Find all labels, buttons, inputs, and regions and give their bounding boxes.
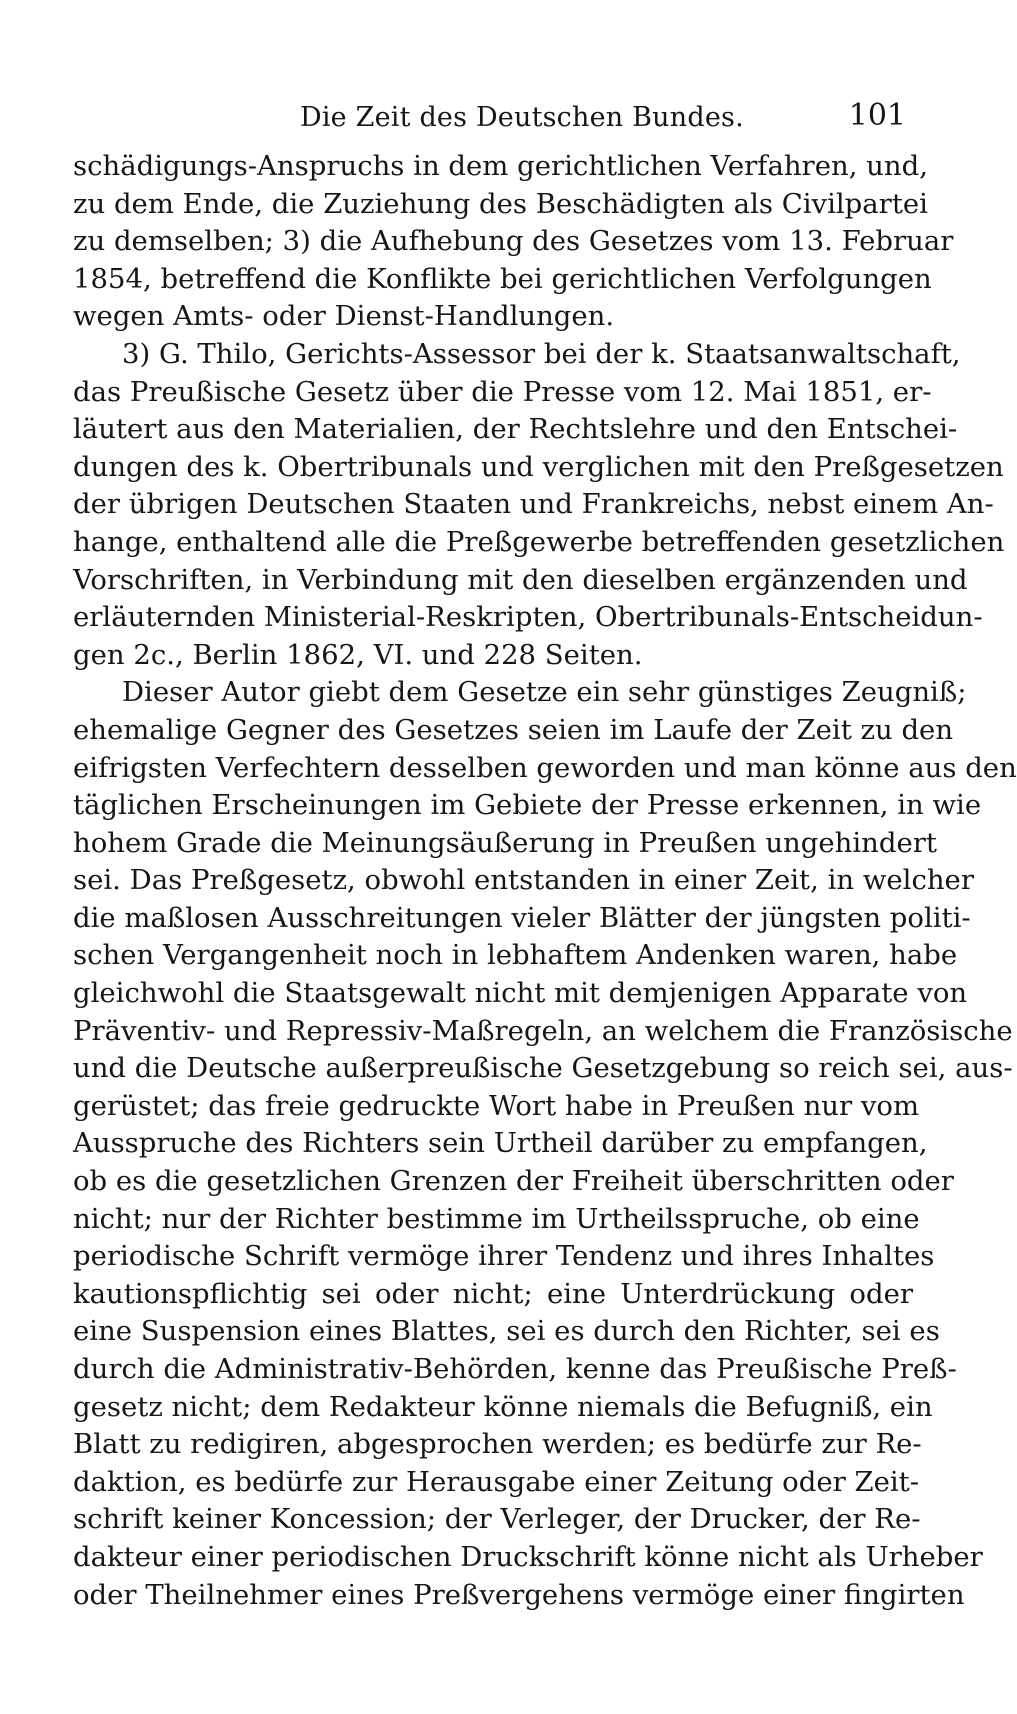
text-line: gleichwohl die Staatsgewalt nicht mit demjenigen Apparate von <box>73 977 968 1010</box>
text-line: der übrigen Deutschen Staaten und Frankreichs, nebst einem An- <box>73 488 994 521</box>
text-line: erläuternden Ministerial-Reskripten, Obertribunals-Entscheidun- <box>73 601 983 634</box>
text-line: ob es die gesetzlichen Grenzen der Freiheit überschritten oder <box>73 1165 954 1198</box>
text-line: schädigungs-Anspruchs in dem gerichtlichen Verfahren, und, <box>73 150 928 182</box>
text-line: Ausspruche des Richters sein Urtheil darüber zu empfangen, <box>73 1127 928 1160</box>
text-line: oder Theilnehmer eines Preßvergehens vermöge einer fingirten <box>73 1578 965 1611</box>
text-line: durch die Administrativ-Behörden, kenne das Preußische Preß- <box>73 1353 957 1385</box>
text-line: nicht; nur der Richter bestimme im Urtheilsspruche, ob eine <box>73 1202 920 1235</box>
text-line: gen 2c., Berlin 1862, VI. und 228 Seiten. <box>73 638 643 671</box>
text-line: periodische Schrift vermöge ihrer Tendenz und ihres Inhaltes <box>73 1240 935 1273</box>
text-line: schrift keiner Koncession; der Verleger, der Drucker, der Re- <box>73 1503 921 1536</box>
text-line: dakteur einer periodischen Druckschrift könne nicht als Urheber <box>73 1540 983 1573</box>
text-line: sei. Das Preßgesetz, obwohl entstanden in einer Zeit, in welcher <box>73 864 974 897</box>
text-line: zu demselben; 3) die Aufhebung des Gesetzes vom 13. Februar <box>73 225 954 258</box>
text-line: 1854, betreffend die Konflikte bei gerichtlichen Verfolgungen <box>73 262 932 295</box>
page-number: 101 <box>848 98 906 133</box>
text-line: hohem Grade die Meinungsäußerung in Preußen ungehindert <box>73 826 937 859</box>
text-line: hange, enthaltend alle die Preßgewerbe betreffenden gesetzlichen <box>73 525 1005 558</box>
text-line: läutert aus den Materialien, der Rechtslehre und den Entschei- <box>73 413 958 446</box>
text-line: wegen Amts- oder Dienst-Handlungen. <box>73 300 615 333</box>
text-line: das Preußische Gesetz über die Presse vom 12. Mai 1851, er- <box>73 375 932 408</box>
text-line: gesetz nicht; dem Redakteur könne niemals die Befugniß, ein <box>73 1390 933 1423</box>
text-line: eifrigsten Verfechtern desselben geworden und man könne aus den <box>73 751 1017 784</box>
text-line: 3) G. Thilo, Gerichts-Assessor bei der k. Staatsanwaltschaft, <box>122 337 961 370</box>
text-line: Präventiv- und Repressiv-Maßregeln, an welchem die Französische <box>73 1014 1013 1047</box>
text-line: die maßlosen Ausschreitungen vieler Blätter der jüngsten politi- <box>73 901 971 934</box>
text-line: zu dem Ende, die Zuziehung des Beschädigten als Civilpartei <box>73 187 928 220</box>
text-line: Blatt zu redigiren, abgesprochen werden; es bedürfe zur Re- <box>73 1428 922 1461</box>
text-line: kautionspflichtig sei oder nicht; eine Unterdrückung oder <box>73 1277 913 1310</box>
text-line: täglichen Erscheinungen im Gebiete der Presse erkennen, in wie <box>73 789 982 822</box>
text-line: daktion, es bedürfe zur Herausgabe einer Zeitung oder Zeit- <box>73 1465 920 1498</box>
text-line: Dieser Autor giebt dem Gesetze ein sehr günstiges Zeugniß; <box>122 676 967 709</box>
text-line: dungen des k. Obertribunals und verglichen mit den Preßgesetzen <box>73 450 1004 483</box>
text-line: gerüstet; das freie gedruckte Wort habe in Preußen nur vom <box>73 1089 920 1122</box>
text-line: Vorschriften, in Verbindung mit den dieselben ergänzenden und <box>73 563 968 596</box>
text-line: und die Deutsche außerpreußische Gesetzgebung so reich sei, aus- <box>73 1052 1013 1085</box>
running-title: Die Zeit des Deutschen Bundes. <box>300 102 744 133</box>
running-head <box>0 98 1000 138</box>
text-line: schen Vergangenheit noch in lebhaftem Andenken waren, habe <box>73 939 958 972</box>
body-text <box>73 148 1017 1614</box>
text-line: eine Suspension eines Blattes, sei es durch den Richter, sei es <box>73 1315 940 1348</box>
text-line: ehemalige Gegner des Gesetzes seien im Laufe der Zeit zu den <box>73 713 954 746</box>
